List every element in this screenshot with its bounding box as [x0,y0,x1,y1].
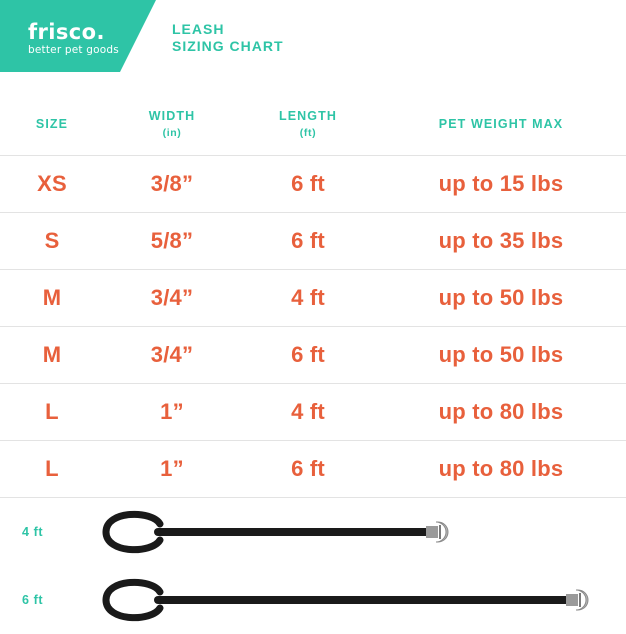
table-row [0,384,626,441]
table-row [0,327,626,384]
page-title-line-1: LEASH [172,21,225,37]
cell-length: 6 ft [291,228,325,253]
cell-size: M [42,285,62,310]
table-row [0,441,626,498]
brand-tagline: better pet goods [28,44,119,56]
cell-width: 3/4” [150,342,194,367]
column-header-width-label: WIDTH [148,108,196,123]
cell-size: M [42,342,62,367]
column-header-size-label: SIZE [35,117,69,131]
cell-length: 6 ft [291,171,325,196]
cell-pet-weight-max: up to 50 lbs [438,285,564,310]
leash-illustration-4ft [0,498,626,566]
cell-size: XS [37,171,67,196]
leash-graphic [60,498,480,566]
brand-wordmark: frisco. [28,20,105,44]
page-title [172,21,284,55]
column-header-length [240,109,376,141]
cell-pet-weight-max: up to 35 lbs [438,228,564,253]
cell-pet-weight-max: up to 80 lbs [438,399,564,424]
column-header-pet-weight-max [376,117,626,132]
cell-width: 3/4” [150,285,194,310]
cell-length: 6 ft [291,342,325,367]
column-header-pet-weight-max-label: PET WEIGHT MAX [438,117,564,131]
column-header-length-label: LENGTH [279,108,337,123]
cell-length: 4 ft [291,285,325,310]
page-title-line-2: SIZING CHART [172,38,284,54]
cell-length: 6 ft [291,456,325,481]
cell-pet-weight-max: up to 15 lbs [438,171,564,196]
cell-width: 5/8” [150,228,194,253]
column-header-size [0,117,104,132]
table-header-row [0,94,626,156]
cell-width: 3/8” [150,171,194,196]
sizing-table [0,94,626,498]
leash-length-label: 6 ft [22,593,44,607]
cell-pet-weight-max: up to 80 lbs [438,456,564,481]
cell-pet-weight-max: up to 50 lbs [438,342,564,367]
leash-length-label: 4 ft [22,525,44,539]
cell-size: S [44,228,60,253]
table-row [0,156,626,213]
column-header-width-unit: (in) [162,126,182,139]
column-header-length-unit: (ft) [299,126,317,139]
leash-graphic [60,566,600,634]
table-row [0,270,626,327]
cell-width: 1” [160,456,184,481]
cell-size: L [45,456,59,481]
cell-length: 4 ft [291,399,325,424]
leash-illustration-6ft [0,566,626,634]
cell-size: L [45,399,59,424]
page-header [0,0,626,72]
table-row [0,213,626,270]
column-header-width [104,109,240,141]
cell-width: 1” [160,399,184,424]
